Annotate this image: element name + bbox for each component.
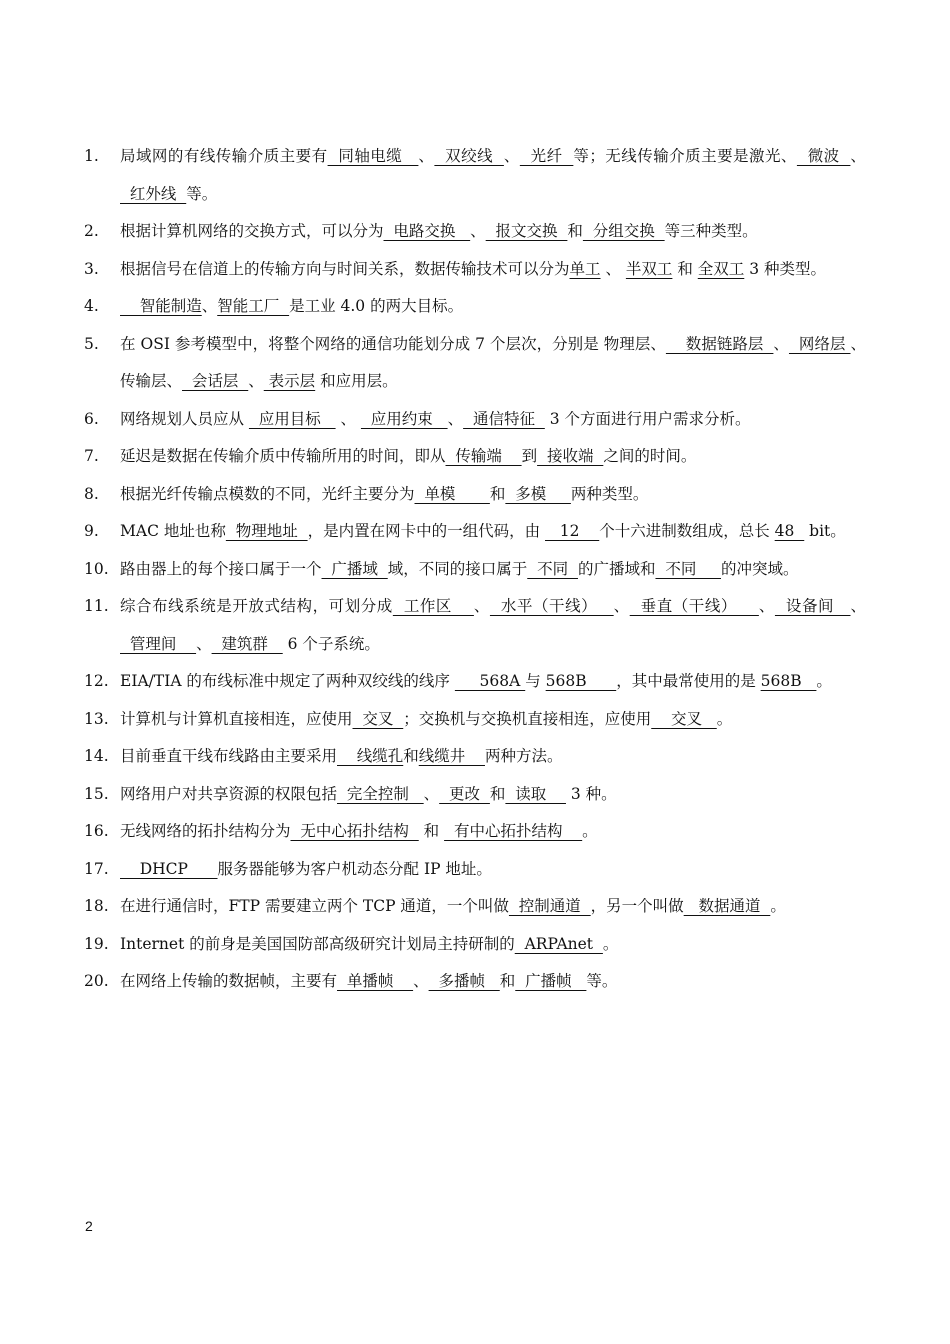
- question-text: 、: [613, 597, 630, 615]
- question-text: 域，不同的接口属于: [387, 559, 528, 578]
- question-text: 的冲突域。: [720, 559, 799, 578]
- answer-blank: 交叉: [651, 709, 717, 728]
- answer-blank: 双绞线: [434, 147, 504, 165]
- answer-blank: 智能工厂: [217, 297, 290, 315]
- question-number: 2.: [84, 222, 99, 240]
- question-item: [84, 776, 866, 814]
- question-text: EIA/TIA 的布线标准中规定了两种双绞线的线序: [120, 672, 455, 690]
- question-number: 17.: [84, 859, 109, 878]
- question-number: 16.: [84, 822, 109, 840]
- answer-blank: 无中心拓扑结构: [290, 822, 419, 840]
- question-text: 和: [672, 259, 698, 278]
- question-text: 与: [525, 672, 546, 690]
- question-text: 根据光纤传输点模数的不同，光纤主要分为: [120, 484, 415, 503]
- question-item: [84, 813, 866, 851]
- answer-blank: 568B: [760, 672, 817, 690]
- answer-blank: 红外线: [120, 184, 187, 203]
- question-text: 路由器上的每个接口属于一个: [120, 559, 322, 578]
- answer-blank: 建筑群: [211, 634, 283, 653]
- question-number: 11.: [84, 597, 109, 615]
- question-item: [84, 551, 866, 589]
- question-item: [84, 926, 866, 964]
- question-text: 、: [470, 222, 486, 240]
- answer-blank: 广播域: [321, 559, 388, 578]
- question-text: ，另一个叫做: [590, 897, 684, 915]
- question-text: 目前垂直干线布线路由主要采用: [120, 747, 338, 765]
- question-text: 在网络上传输的数据帧，主要有: [120, 972, 338, 990]
- question-number: 5.: [84, 334, 99, 353]
- question-text: 和: [499, 972, 516, 990]
- answer-blank: 网络层: [788, 334, 851, 353]
- question-text: 、: [447, 409, 464, 428]
- answer-blank: 568B: [545, 672, 617, 690]
- answer-blank: 通信特征: [463, 409, 545, 428]
- question-text: 等三种类型。: [664, 222, 758, 240]
- question-text: 无线网络的拓扑结构分为: [120, 822, 291, 840]
- answer-blank: 应用约束: [360, 409, 448, 428]
- answer-blank: 传输端: [445, 447, 522, 465]
- question-list: [84, 138, 866, 1001]
- question-text: MAC 地址也称: [120, 522, 226, 540]
- question-text: 、: [600, 259, 626, 278]
- question-item: [84, 438, 866, 476]
- answer-blank: 半双工: [625, 259, 673, 278]
- question-text: Internet 的前身是美国国防部高级研究计划局主持研制的: [120, 934, 515, 953]
- answer-blank: 48: [774, 522, 805, 540]
- answer-blank: 不同: [655, 559, 721, 578]
- answer-blank: 多模: [505, 484, 571, 503]
- question-item: [84, 888, 866, 926]
- answer-blank: 工作区: [392, 597, 474, 615]
- question-text: 和: [489, 784, 506, 803]
- question-text: 、: [473, 597, 490, 615]
- question-text: 、: [850, 597, 866, 615]
- question-number: 1.: [84, 147, 99, 165]
- question-text: 网络用户对共享资源的权限包括: [120, 784, 338, 803]
- question-text: 、: [335, 409, 361, 428]
- answer-blank: 垂直（干线）: [629, 597, 759, 615]
- question-text: 、: [201, 297, 218, 315]
- answer-blank: 线缆孔: [337, 747, 404, 765]
- question-text: 。: [582, 822, 598, 840]
- answer-blank: DHCP: [120, 859, 218, 878]
- question-text: 、传输层、: [120, 334, 867, 390]
- question-text: 、: [850, 147, 866, 165]
- question-number: 9.: [84, 522, 99, 540]
- question-text: 6 个子系统。: [282, 634, 380, 653]
- question-text: 、: [758, 597, 775, 615]
- question-number: 8.: [84, 484, 99, 503]
- question-text: 局域网的有线传输介质主要有: [120, 147, 328, 165]
- question-text: 。: [602, 934, 619, 953]
- question-item: [84, 588, 866, 663]
- question-text: 到: [521, 447, 538, 465]
- question-item: [84, 138, 866, 213]
- question-item: [84, 851, 866, 889]
- question-text: 、: [413, 972, 429, 990]
- question-text: 服务器能够为客户机动态分配 IP 地址。: [217, 859, 492, 878]
- question-text: 综合布线系统是开放式结构，可划分成: [120, 597, 393, 615]
- answer-blank: 同轴电缆: [327, 147, 419, 165]
- answer-blank: 物理地址: [225, 522, 308, 540]
- question-number: 7.: [84, 447, 99, 465]
- question-text: 3 个方面进行用户需求分析。: [544, 409, 751, 428]
- answer-blank: 控制通道: [508, 897, 591, 915]
- question-item: [84, 738, 866, 776]
- question-number: 3.: [84, 259, 99, 278]
- question-item: [84, 476, 866, 514]
- answer-blank: 12: [545, 522, 600, 540]
- question-text: ，其中最常使用的是: [616, 672, 761, 690]
- question-text: 两种类型。: [570, 484, 649, 503]
- question-item: [84, 288, 866, 326]
- answer-blank: 报文交换: [485, 222, 568, 240]
- answer-blank: 数据链路层: [665, 334, 774, 353]
- question-text: 。: [770, 897, 786, 915]
- question-text: 计算机与计算机直接相连，应使用: [120, 709, 353, 728]
- question-text: 。: [816, 672, 832, 690]
- question-text: bit。: [804, 522, 846, 540]
- answer-blank: 交叉: [352, 709, 404, 728]
- answer-blank: 读取: [505, 784, 566, 803]
- question-number: 18.: [84, 897, 109, 915]
- question-text: 3 种。: [565, 784, 617, 803]
- answer-blank: 接收端: [537, 447, 604, 465]
- question-item: [84, 663, 866, 701]
- answer-blank: 分组交换: [582, 222, 665, 240]
- question-text: 根据计算机网络的交换方式，可以分为: [120, 222, 384, 240]
- question-text: 在进行通信时，FTP 需要建立两个 TCP 通道，一个叫做: [120, 897, 509, 915]
- answer-blank: 更改: [439, 784, 490, 803]
- question-item: [84, 326, 866, 401]
- question-text: 3 种类型。: [744, 259, 826, 278]
- answer-blank: 会话层: [182, 372, 249, 390]
- answer-blank: 应用目标: [248, 409, 336, 428]
- answer-blank: 全双工: [697, 259, 745, 278]
- question-number: 6.: [84, 409, 99, 428]
- question-text: 、: [418, 147, 435, 165]
- question-text: 根据信号在信道上的传输方向与时间关系，数据传输技术可以分为: [120, 259, 570, 278]
- question-number: 15.: [84, 784, 109, 803]
- answer-blank: 完全控制: [337, 784, 424, 803]
- answer-blank: 568A: [454, 672, 526, 690]
- question-text: 等；无线传输介质主要是激光、: [573, 147, 797, 165]
- question-number: 14.: [84, 747, 109, 765]
- answer-blank: ARPAnet: [514, 934, 603, 953]
- question-text: 是工业 4.0 的两大目标。: [289, 297, 464, 315]
- question-item: [84, 963, 866, 1001]
- question-text: 、: [423, 784, 440, 803]
- question-text: 和: [567, 222, 583, 240]
- question-number: 20.: [84, 972, 109, 990]
- question-text: 在 OSI 参考模型中，将整个网络的通信功能划分成 7 个层次，分别是 物理层、: [120, 334, 666, 353]
- answer-blank: 线缆井: [418, 747, 485, 765]
- question-text: 和应用层。: [315, 372, 398, 390]
- question-text: 、: [196, 634, 212, 653]
- answer-blank: 表示层: [263, 372, 316, 390]
- question-text: ，是内置在网卡中的一组代码，由: [307, 522, 546, 540]
- question-text: 等。: [186, 184, 218, 203]
- question-item: [84, 701, 866, 739]
- question-text: 延迟是数据在传输介质中传输所用的时间，即从: [120, 447, 446, 465]
- answer-blank: 单工: [569, 259, 601, 278]
- question-text: 两种方法。: [484, 747, 563, 765]
- question-text: 等。: [586, 972, 618, 990]
- answer-blank: 单播帧: [337, 972, 414, 990]
- question-text: 。: [716, 709, 733, 728]
- answer-blank: 设备间: [774, 597, 851, 615]
- question-text: 的广播域和: [577, 559, 656, 578]
- question-text: 、: [773, 334, 789, 353]
- answer-blank: 不同: [527, 559, 578, 578]
- answer-blank: 管理间: [120, 634, 197, 653]
- question-item: [84, 401, 866, 439]
- question-number: 19.: [84, 934, 109, 953]
- answer-blank: 智能制造: [120, 297, 202, 315]
- question-item: [84, 213, 866, 251]
- question-item: [84, 251, 866, 289]
- question-text: ；交换机与交换机直接相连，应使用: [403, 709, 652, 728]
- question-number: 10.: [84, 559, 109, 578]
- page-number: 2: [85, 1218, 93, 1234]
- question-text: 、: [248, 372, 264, 390]
- answer-blank: 单模: [414, 484, 490, 503]
- answer-blank: 光纤: [519, 147, 574, 165]
- answer-blank: 数据通道: [683, 897, 771, 915]
- question-text: 网络规划人员应从: [120, 409, 249, 428]
- answer-blank: 多播帧: [428, 972, 500, 990]
- answer-blank: 微波: [796, 147, 851, 165]
- answer-blank: 水平（干线）: [489, 597, 614, 615]
- answer-blank: 有中心拓扑结构: [444, 822, 583, 840]
- question-text: 之间的时间。: [603, 447, 697, 465]
- question-text: 和: [489, 484, 506, 503]
- question-text: 和: [418, 822, 445, 840]
- question-text: 个十六进制数组成，总长: [599, 522, 775, 540]
- answer-blank: 广播帧: [515, 972, 587, 990]
- question-item: [84, 513, 866, 551]
- question-number: 4.: [84, 297, 99, 315]
- question-text: 、: [503, 147, 520, 165]
- answer-blank: 电路交换: [383, 222, 471, 240]
- question-number: 13.: [84, 709, 109, 728]
- question-number: 12.: [84, 672, 109, 690]
- question-text: 和: [403, 747, 419, 765]
